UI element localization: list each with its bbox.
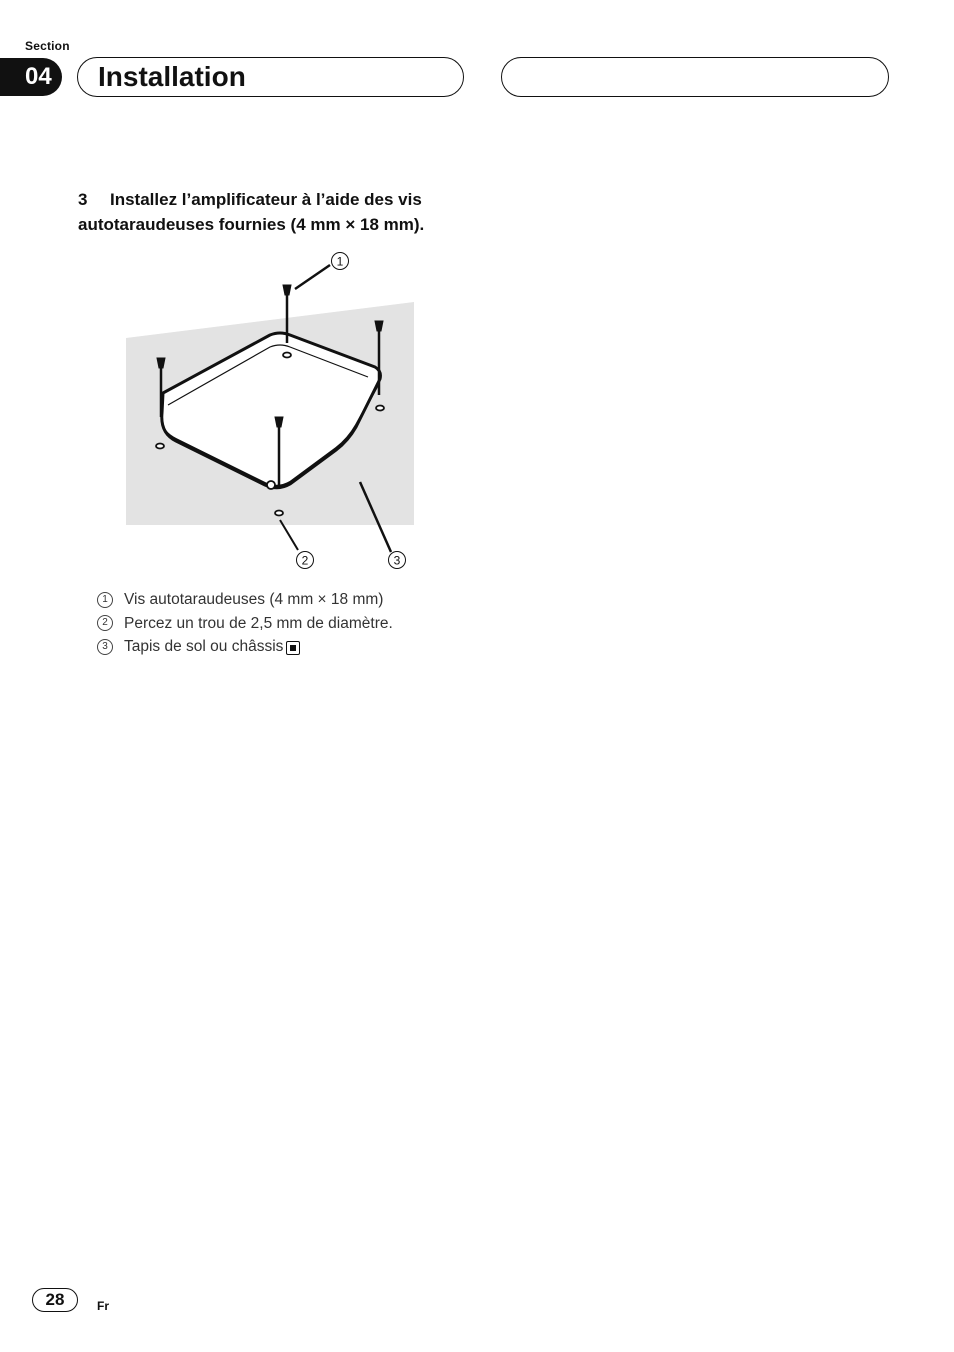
amplifier-installation-illustration (120, 245, 420, 580)
installation-figure (120, 245, 420, 585)
header-empty-pill (501, 57, 889, 97)
legend-item (96, 588, 476, 612)
screw-head-right (375, 321, 383, 331)
legend-number: 1 (97, 592, 113, 608)
legend-item (96, 612, 476, 636)
legend-item (96, 635, 476, 659)
language-code: Fr (97, 1299, 109, 1313)
page-title: Installation (98, 61, 246, 92)
section-label: Section (25, 39, 70, 53)
legend-text: Vis autotaraudeuses (4 mm × 18 mm) (124, 591, 384, 608)
callout-1 (332, 253, 349, 270)
legend-text: Tapis de sol ou châssis (124, 638, 284, 655)
callout-2 (297, 552, 314, 569)
step-text: Installez l’amplificateur à l’aide des vis autotaraudeuses fournies (4 mm × 18 mm). (78, 190, 425, 234)
page-number: 28 (32, 1288, 78, 1312)
callout-3 (389, 552, 406, 569)
step-number: 3 (78, 190, 88, 209)
legend (96, 588, 476, 659)
legend-number: 3 (97, 639, 113, 655)
callout-2-label: 2 (301, 553, 309, 568)
step-instruction (78, 187, 478, 237)
callout-1-label: 1 (336, 254, 344, 269)
end-of-section-icon (286, 641, 300, 655)
screw-head-top (283, 285, 291, 295)
screw-head-front (275, 417, 283, 427)
title-pill (77, 57, 464, 97)
legend-text: Percez un trou de 2,5 mm de diamètre. (124, 614, 393, 632)
legend-number: 2 (97, 615, 113, 631)
leader-line-1 (295, 265, 330, 289)
section-number-badge: 04 (0, 58, 62, 96)
callout-3-label: 3 (393, 553, 401, 568)
screw-head-left (157, 358, 165, 368)
